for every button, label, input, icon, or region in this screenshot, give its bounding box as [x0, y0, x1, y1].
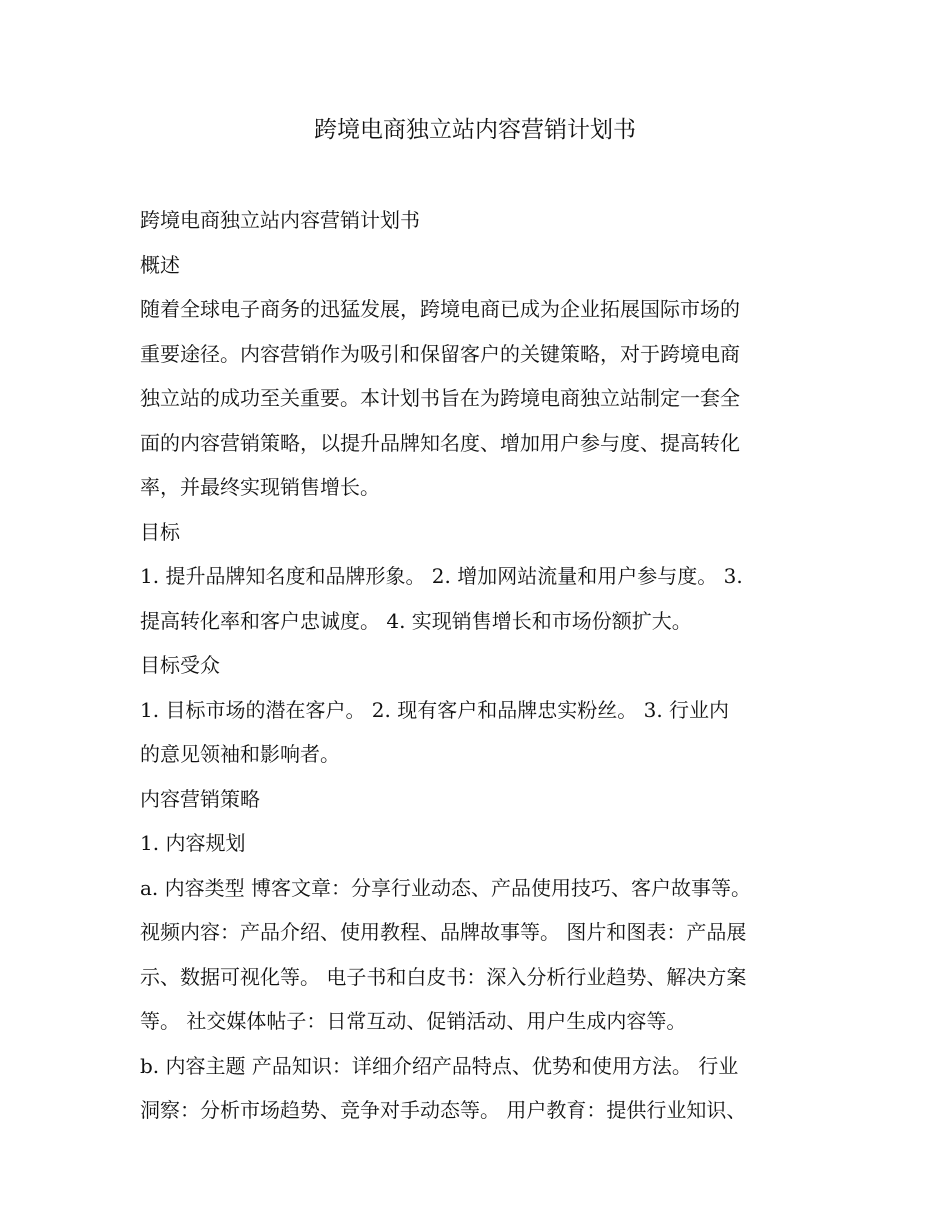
section-heading-goals: 目标 [140, 519, 180, 544]
audience-line: 的意见领袖和影响者。 [140, 742, 340, 766]
document-body [140, 198, 802, 1133]
goals-line: 提高转化率和客户忠诚度。 4. 实现销售增长和市场份额扩大。 [140, 608, 692, 633]
content-topics-line: b. 内容主题 产品知识：详细介绍产品特点、优势和使用方法。 行业 [140, 1053, 739, 1078]
subsection-heading-planning: 1. 内容规划 [140, 831, 246, 855]
section-heading-overview: 概述 [140, 252, 180, 277]
content-types-line: 视频内容：产品介绍、使用教程、品牌故事等。 图片和图表：产品展 [140, 920, 747, 944]
section-heading-audience: 目标受众 [140, 653, 220, 677]
section-heading-strategy: 内容营销策略 [140, 786, 260, 811]
goals-line: 1. 提升品牌知名度和品牌形象。 2. 增加网站流量和用户参与度。 3. [140, 564, 743, 588]
paragraph-line: 独立站的成功至关重要。本计划书旨在为跨境电商独立站制定一套全 [140, 386, 740, 410]
body-line-subtitle: 跨境电商独立站内容营销计划书 [140, 208, 420, 232]
content-types-line: 示、数据可视化等。 电子书和白皮书：深入分析行业趋势、解决方案 [140, 964, 747, 989]
paragraph-line: 重要途径。内容营销作为吸引和保留客户的关键策略，对于跨境电商 [140, 341, 740, 366]
paragraph-line: 面的内容营销策略，以提升品牌知名度、增加用户参与度、提高转化 [140, 430, 740, 455]
paragraph-line: 率，并最终实现销售增长。 [140, 475, 380, 499]
paragraph-line: 随着全球电子商务的迅猛发展，跨境电商已成为企业拓展国际市场的 [140, 297, 740, 321]
content-types-line: a. 内容类型 博客文章：分享行业动态、产品使用技巧、客户故事等。 [140, 875, 751, 900]
content-topics-line: 洞察：分析市场趋势、竞争对手动态等。 用户教育：提供行业知识、 [140, 1098, 747, 1122]
content-types-line: 等。 社交媒体帖子：日常互动、促销活动、用户生成内容等。 [140, 1009, 687, 1033]
document-title: 跨境电商独立站内容营销计划书 [314, 117, 636, 143]
audience-line: 1. 目标市场的潜在客户。 2. 现有客户和品牌忠实粉丝。 3. 行业内 [140, 697, 730, 722]
